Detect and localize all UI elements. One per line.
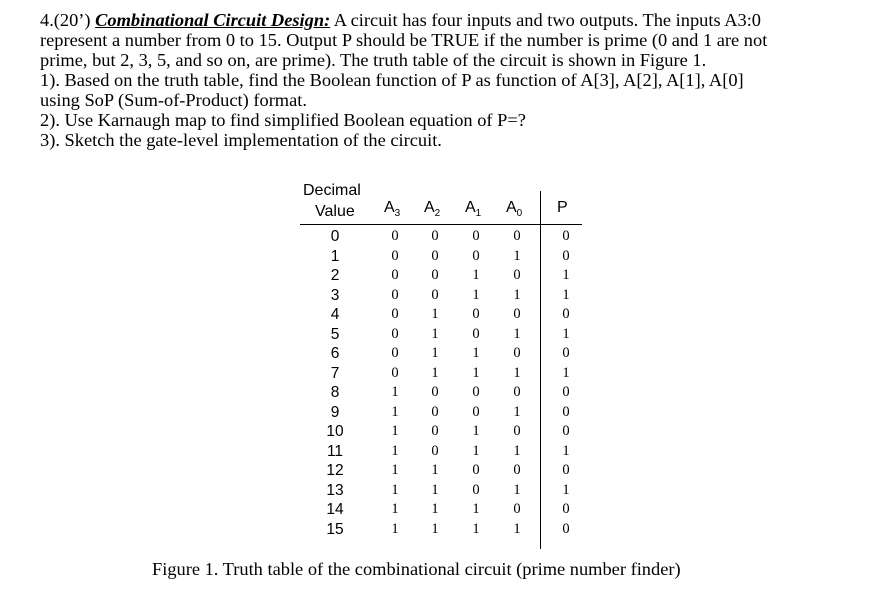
cell-a1: 1: [472, 286, 480, 303]
cell-a1: 0: [472, 403, 480, 420]
cell-a1: 1: [472, 364, 480, 381]
header-a0-sub: 0: [516, 208, 523, 219]
problem-intro-line: represent a number from 0 to 15. Output P should be TRUE if the number is prime (0 and 1 are not: [40, 30, 768, 50]
problem-intro-line: A circuit has four inputs and two outputs. The inputs A3:0: [330, 10, 761, 30]
cell-p: 0: [562, 423, 570, 439]
cell-a0: 1: [513, 364, 521, 381]
problem-number: 4.(20’): [40, 10, 96, 30]
cell-dec: 5: [330, 325, 340, 343]
truth-table-rows: [300, 227, 582, 539]
problem-intro-line: prime, but 2, 3, 5, and so on, are prime). The truth table of the circuit is shown in Figure 1.: [40, 50, 707, 70]
header-a2: [424, 199, 440, 223]
cell-dec: 6: [330, 345, 340, 362]
question-part-3: [40, 130, 840, 150]
cell-a2: 1: [431, 481, 439, 498]
cell-p: 1: [562, 442, 570, 459]
cell-a1: 0: [472, 228, 480, 244]
cell-p: 0: [562, 345, 570, 361]
cell-a2: 0: [431, 442, 439, 459]
cell-a1: 1: [472, 423, 480, 439]
cell-a1: 0: [472, 462, 480, 478]
cell-a2: 1: [431, 345, 439, 361]
cell-a2: 1: [431, 462, 439, 478]
cell-a0: 0: [513, 501, 521, 517]
cell-a1: 0: [472, 325, 480, 342]
header-a1: [465, 199, 481, 223]
cell-a3: 0: [391, 364, 399, 381]
cell-dec: 9: [330, 403, 340, 421]
cell-a0: 0: [513, 345, 521, 361]
cell-a0: 1: [513, 403, 521, 420]
table-row: [300, 325, 582, 345]
cell-a0: 1: [513, 325, 521, 342]
header-a3: [384, 199, 400, 223]
header-a3-base: A: [384, 199, 395, 216]
header-a2-base: A: [424, 199, 435, 216]
header-p: P: [557, 199, 568, 216]
cell-a0: 1: [513, 442, 521, 459]
cell-a3: 0: [391, 247, 399, 264]
cell-a2: 0: [431, 423, 439, 439]
cell-a2: 1: [431, 306, 439, 322]
header-a1-base: A: [465, 199, 476, 216]
cell-a2: 0: [431, 403, 439, 420]
cell-p: 0: [562, 384, 570, 400]
header-decimal: Decimal: [303, 182, 361, 199]
cell-a2: 0: [431, 247, 439, 264]
cell-a1: 1: [472, 501, 480, 517]
cell-dec: 12: [326, 462, 344, 479]
cell-a2: 0: [431, 286, 439, 303]
cell-dec: 0: [330, 228, 340, 245]
table-row: [300, 364, 582, 384]
header-a3-sub: 3: [394, 208, 401, 219]
cell-a0: 1: [513, 247, 521, 264]
cell-a3: 1: [391, 384, 399, 400]
question-line: 1). Based on the truth table, find the Boolean function of P as function of A[3], A[2], A[1], A[0]: [40, 70, 744, 90]
question-line: using SoP (Sum-of-Product) format.: [40, 90, 307, 110]
cell-a0: 0: [513, 462, 521, 478]
cell-a1: 0: [472, 481, 480, 498]
header-a0-base: A: [506, 199, 517, 216]
cell-a0: 0: [513, 306, 521, 322]
cell-dec: 8: [330, 384, 340, 401]
cell-a0: 0: [513, 228, 521, 244]
cell-a3: 1: [391, 403, 399, 420]
figure-caption: Figure 1. Truth table of the combinational circuit (prime number finder): [152, 559, 681, 579]
cell-a3: 0: [391, 325, 399, 342]
cell-a3: 1: [391, 501, 399, 517]
cell-p: 1: [562, 267, 570, 283]
cell-dec: 2: [330, 267, 340, 284]
problem-intro: [40, 10, 840, 70]
cell-a3: 0: [391, 306, 399, 322]
table-row: [300, 500, 582, 520]
cell-a2: 1: [431, 364, 439, 381]
table-row: [300, 442, 582, 462]
header-value: Value: [315, 203, 355, 220]
cell-a1: 0: [472, 247, 480, 264]
cell-dec: 4: [330, 306, 340, 323]
cell-p: 1: [562, 325, 570, 342]
cell-p: 1: [562, 481, 570, 498]
cell-a0: 1: [513, 286, 521, 303]
cell-a2: 1: [431, 325, 439, 342]
cell-p: 0: [562, 306, 570, 322]
cell-a0: 0: [513, 267, 521, 283]
cell-a2: 0: [431, 267, 439, 283]
table-row: [300, 481, 582, 501]
cell-p: 0: [562, 403, 570, 420]
table-row: [300, 247, 582, 267]
cell-a1: 1: [472, 442, 480, 459]
cell-dec: 14: [326, 501, 344, 518]
cell-a2: 0: [431, 228, 439, 244]
cell-a0: 1: [513, 520, 521, 537]
cell-a3: 1: [391, 520, 399, 537]
cell-a2: 1: [431, 501, 439, 517]
cell-p: 1: [562, 364, 570, 381]
cell-p: 0: [562, 520, 570, 537]
cell-dec: 7: [330, 364, 340, 382]
cell-p: 0: [562, 228, 570, 244]
cell-a0: 0: [513, 384, 521, 400]
problem-statement: [40, 10, 840, 150]
table-row: [300, 227, 582, 247]
cell-dec: 13: [326, 481, 344, 499]
cell-p: 0: [562, 462, 570, 478]
cell-a2: 0: [431, 384, 439, 400]
cell-a3: 1: [391, 481, 399, 498]
cell-p: 0: [562, 247, 570, 264]
problem-label: Combinational Circuit Design:: [95, 10, 331, 30]
cell-a3: 0: [391, 228, 399, 244]
question-line: 2). Use Karnaugh map to find simplified Boolean equation of P=?: [40, 110, 526, 130]
cell-dec: 11: [326, 442, 344, 460]
cell-a3: 0: [391, 345, 399, 361]
header-a1-sub: 1: [475, 208, 482, 219]
table-row: [300, 461, 582, 481]
cell-dec: 3: [330, 286, 340, 304]
cell-a1: 0: [472, 306, 480, 322]
cell-dec: 1: [330, 247, 340, 265]
cell-a1: 1: [472, 267, 480, 283]
cell-a3: 0: [391, 267, 399, 283]
cell-a1: 0: [472, 384, 480, 400]
question-part-2: [40, 110, 840, 130]
cell-a3: 1: [391, 442, 399, 459]
table-row: [300, 286, 582, 306]
table-row: [300, 305, 582, 325]
cell-dec: 10: [326, 423, 344, 440]
question-part-1: [40, 70, 840, 110]
cell-a0: 0: [513, 423, 521, 439]
header-a0: [506, 199, 522, 223]
cell-p: 1: [562, 286, 570, 303]
cell-a1: 1: [472, 520, 480, 537]
table-row: [300, 403, 582, 423]
table-row: [300, 344, 582, 364]
table-row: [300, 422, 582, 442]
cell-a2: 1: [431, 520, 439, 537]
question-line: 3). Sketch the gate-level implementation of the circuit.: [40, 130, 442, 150]
cell-dec: 15: [326, 520, 344, 538]
cell-a1: 1: [472, 345, 480, 361]
table-row: [300, 266, 582, 286]
cell-a3: 0: [391, 286, 399, 303]
cell-p: 0: [562, 501, 570, 517]
table-row: [300, 520, 582, 540]
table-row: [300, 383, 582, 403]
cell-a0: 1: [513, 481, 521, 498]
cell-a3: 1: [391, 462, 399, 478]
cell-a3: 1: [391, 423, 399, 439]
truth-table: [300, 182, 582, 552]
header-a2-sub: 2: [434, 208, 441, 219]
